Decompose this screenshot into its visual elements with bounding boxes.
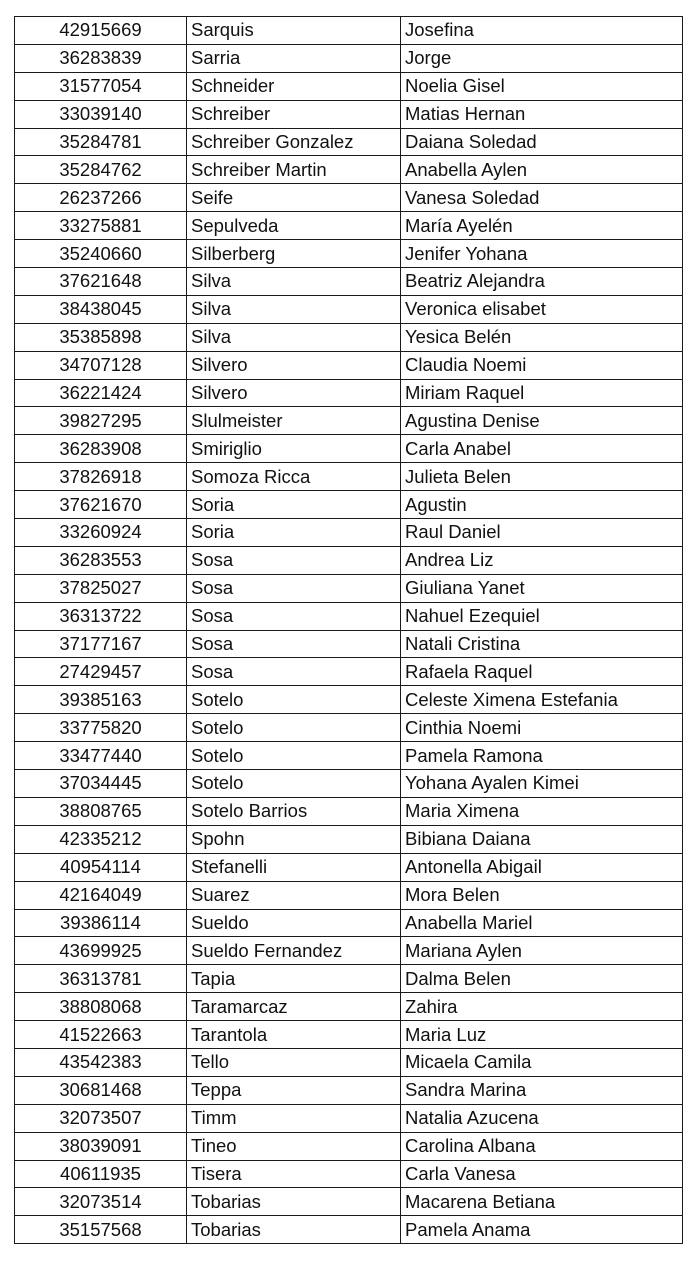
surname-cell: Tisera [187, 1160, 401, 1188]
table-row [15, 435, 683, 463]
table-row [15, 825, 683, 853]
given-name-cell: Sandra Marina [401, 1076, 683, 1104]
table-row [15, 742, 683, 770]
table-row [15, 1021, 683, 1049]
dni-cell: 36313781 [15, 965, 187, 993]
dni-cell: 36313722 [15, 602, 187, 630]
dni-cell: 33260924 [15, 519, 187, 547]
given-name-cell: Veronica elisabet [401, 295, 683, 323]
dni-cell: 35240660 [15, 240, 187, 268]
dni-cell: 37825027 [15, 574, 187, 602]
table-row [15, 156, 683, 184]
surname-cell: Silva [187, 295, 401, 323]
table-row [15, 1104, 683, 1132]
dni-cell: 35284781 [15, 128, 187, 156]
surname-cell: Tobarias [187, 1188, 401, 1216]
surname-cell: Smiriglio [187, 435, 401, 463]
given-name-cell: Maria Ximena [401, 797, 683, 825]
surname-cell: Schreiber Martin [187, 156, 401, 184]
given-name-cell: Carla Vanesa [401, 1160, 683, 1188]
surname-cell: Sosa [187, 630, 401, 658]
dni-cell: 39827295 [15, 407, 187, 435]
surname-cell: Tapia [187, 965, 401, 993]
given-name-cell: Bibiana Daiana [401, 825, 683, 853]
given-name-cell: Anabella Aylen [401, 156, 683, 184]
table-row [15, 658, 683, 686]
dni-cell: 31577054 [15, 72, 187, 100]
given-name-cell: Josefina [401, 17, 683, 45]
given-name-cell: Claudia Noemi [401, 351, 683, 379]
dni-cell: 36283839 [15, 44, 187, 72]
surname-cell: Tineo [187, 1132, 401, 1160]
table-row [15, 128, 683, 156]
table-row [15, 965, 683, 993]
table-row [15, 574, 683, 602]
given-name-cell: Agustina Denise [401, 407, 683, 435]
table-row [15, 268, 683, 296]
given-name-cell: Mariana Aylen [401, 937, 683, 965]
surname-cell: Sarria [187, 44, 401, 72]
dni-cell: 36283908 [15, 435, 187, 463]
given-name-cell: Daiana Soledad [401, 128, 683, 156]
dni-cell: 38808765 [15, 797, 187, 825]
table-row [15, 1160, 683, 1188]
given-name-cell: Jenifer Yohana [401, 240, 683, 268]
surname-cell: Silva [187, 323, 401, 351]
dni-cell: 42164049 [15, 881, 187, 909]
surname-cell: Stefanelli [187, 853, 401, 881]
surname-cell: Taramarcaz [187, 993, 401, 1021]
dni-cell: 26237266 [15, 184, 187, 212]
table-row [15, 323, 683, 351]
given-name-cell: Celeste Ximena Estefania [401, 686, 683, 714]
given-name-cell: Miriam Raquel [401, 379, 683, 407]
dni-cell: 27429457 [15, 658, 187, 686]
table-row [15, 909, 683, 937]
given-name-cell: Jorge [401, 44, 683, 72]
table-row [15, 1076, 683, 1104]
dni-cell: 30681468 [15, 1076, 187, 1104]
given-name-cell: Macarena Betiana [401, 1188, 683, 1216]
surname-cell: Sosa [187, 602, 401, 630]
surname-cell: Sueldo Fernandez [187, 937, 401, 965]
given-name-cell: Andrea Liz [401, 546, 683, 574]
surname-cell: Tarantola [187, 1021, 401, 1049]
surname-cell: Sotelo [187, 770, 401, 798]
dni-cell: 37621670 [15, 491, 187, 519]
surname-cell: Sotelo [187, 686, 401, 714]
given-name-cell: Pamela Anama [401, 1216, 683, 1244]
surname-cell: Tobarias [187, 1216, 401, 1244]
given-name-cell: Noelia Gisel [401, 72, 683, 100]
dni-cell: 37826918 [15, 463, 187, 491]
given-name-cell: Anabella Mariel [401, 909, 683, 937]
table-row [15, 630, 683, 658]
table-row [15, 519, 683, 547]
dni-cell: 40954114 [15, 853, 187, 881]
table-row [15, 1188, 683, 1216]
given-name-cell: Carla Anabel [401, 435, 683, 463]
surname-cell: Sarquis [187, 17, 401, 45]
surname-cell: Sueldo [187, 909, 401, 937]
surname-cell: Sosa [187, 546, 401, 574]
given-name-cell: Carolina Albana [401, 1132, 683, 1160]
given-name-cell: Nahuel Ezequiel [401, 602, 683, 630]
surname-cell: Sepulveda [187, 212, 401, 240]
given-name-cell: Giuliana Yanet [401, 574, 683, 602]
table-row [15, 295, 683, 323]
surname-cell: Sotelo [187, 714, 401, 742]
given-name-cell: Matias Hernan [401, 100, 683, 128]
given-name-cell: Yohana Ayalen Kimei [401, 770, 683, 798]
table-row [15, 72, 683, 100]
table-row [15, 240, 683, 268]
given-name-cell: Natali Cristina [401, 630, 683, 658]
surname-cell: Seife [187, 184, 401, 212]
dni-cell: 35385898 [15, 323, 187, 351]
given-name-cell: Mora Belen [401, 881, 683, 909]
given-name-cell: Micaela Camila [401, 1048, 683, 1076]
table-row [15, 853, 683, 881]
given-name-cell: Maria Luz [401, 1021, 683, 1049]
dni-cell: 39385163 [15, 686, 187, 714]
dni-cell: 35284762 [15, 156, 187, 184]
table-row [15, 17, 683, 45]
dni-cell: 33477440 [15, 742, 187, 770]
surname-cell: Slulmeister [187, 407, 401, 435]
table-row [15, 993, 683, 1021]
table-row [15, 881, 683, 909]
surname-cell: Spohn [187, 825, 401, 853]
dni-cell: 32073507 [15, 1104, 187, 1132]
surname-cell: Somoza Ricca [187, 463, 401, 491]
surname-cell: Silberberg [187, 240, 401, 268]
dni-cell: 40611935 [15, 1160, 187, 1188]
table-row [15, 546, 683, 574]
table-row [15, 686, 683, 714]
given-name-cell: Cinthia Noemi [401, 714, 683, 742]
dni-cell: 42335212 [15, 825, 187, 853]
dni-cell: 36221424 [15, 379, 187, 407]
surname-cell: Tello [187, 1048, 401, 1076]
given-name-cell: Raul Daniel [401, 519, 683, 547]
table-row [15, 212, 683, 240]
given-name-cell: Beatriz Alejandra [401, 268, 683, 296]
table-row [15, 351, 683, 379]
surname-cell: Sotelo [187, 742, 401, 770]
table-row [15, 463, 683, 491]
given-name-cell: María Ayelén [401, 212, 683, 240]
dni-cell: 38438045 [15, 295, 187, 323]
surname-cell: Silvero [187, 379, 401, 407]
dni-cell: 36283553 [15, 546, 187, 574]
dni-cell: 35157568 [15, 1216, 187, 1244]
given-name-cell: Vanesa Soledad [401, 184, 683, 212]
table-row [15, 1048, 683, 1076]
table-row [15, 184, 683, 212]
given-name-cell: Julieta Belen [401, 463, 683, 491]
dni-cell: 38808068 [15, 993, 187, 1021]
surname-cell: Silvero [187, 351, 401, 379]
dni-cell: 33039140 [15, 100, 187, 128]
names-table [14, 16, 683, 1244]
surname-cell: Sotelo Barrios [187, 797, 401, 825]
given-name-cell: Agustin [401, 491, 683, 519]
dni-cell: 37621648 [15, 268, 187, 296]
surname-cell: Schneider [187, 72, 401, 100]
dni-cell: 33275881 [15, 212, 187, 240]
table-row [15, 379, 683, 407]
given-name-cell: Zahira [401, 993, 683, 1021]
dni-cell: 42915669 [15, 17, 187, 45]
dni-cell: 38039091 [15, 1132, 187, 1160]
surname-cell: Suarez [187, 881, 401, 909]
table-row [15, 770, 683, 798]
given-name-cell: Dalma Belen [401, 965, 683, 993]
surname-cell: Sosa [187, 658, 401, 686]
dni-cell: 39386114 [15, 909, 187, 937]
surname-cell: Sosa [187, 574, 401, 602]
surname-cell: Soria [187, 491, 401, 519]
table-row [15, 407, 683, 435]
surname-cell: Silva [187, 268, 401, 296]
table-row [15, 100, 683, 128]
table-row [15, 937, 683, 965]
dni-cell: 34707128 [15, 351, 187, 379]
surname-cell: Teppa [187, 1076, 401, 1104]
dni-cell: 41522663 [15, 1021, 187, 1049]
dni-cell: 33775820 [15, 714, 187, 742]
table-row [15, 714, 683, 742]
table-row [15, 797, 683, 825]
surname-cell: Timm [187, 1104, 401, 1132]
surname-cell: Schreiber Gonzalez [187, 128, 401, 156]
given-name-cell: Antonella Abigail [401, 853, 683, 881]
table-body [15, 17, 683, 1244]
surname-cell: Schreiber [187, 100, 401, 128]
surname-cell: Soria [187, 519, 401, 547]
table-row [15, 1216, 683, 1244]
given-name-cell: Pamela Ramona [401, 742, 683, 770]
given-name-cell: Natalia Azucena [401, 1104, 683, 1132]
dni-cell: 43699925 [15, 937, 187, 965]
dni-cell: 37177167 [15, 630, 187, 658]
given-name-cell: Yesica Belén [401, 323, 683, 351]
table-row [15, 44, 683, 72]
given-name-cell: Rafaela Raquel [401, 658, 683, 686]
dni-cell: 32073514 [15, 1188, 187, 1216]
table-row [15, 1132, 683, 1160]
table-row [15, 491, 683, 519]
dni-cell: 43542383 [15, 1048, 187, 1076]
table-row [15, 602, 683, 630]
dni-cell: 37034445 [15, 770, 187, 798]
